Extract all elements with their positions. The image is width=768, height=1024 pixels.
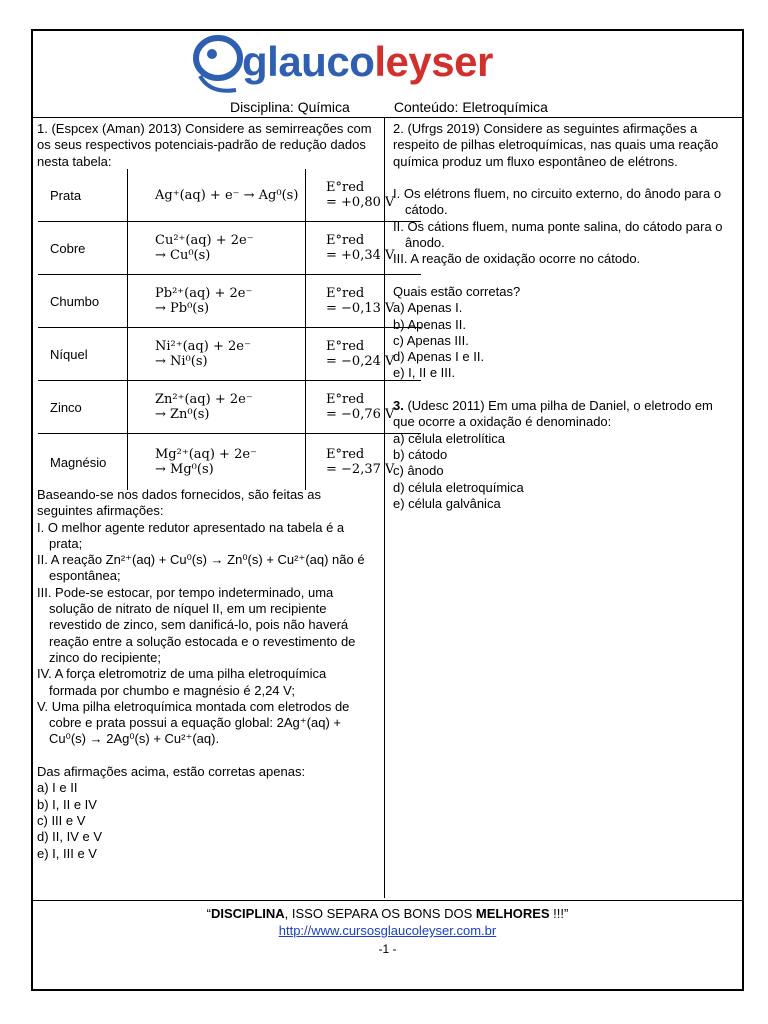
half-reaction: Cu²⁺(aq) + 2e⁻ → Cu⁰(s) [128,222,306,275]
statement-3: III. A reação de oxidação ocorre no cátodo. [393,251,641,267]
page-header [230,99,548,115]
option-a: a) I e II [37,780,78,796]
metal-name: Níquel [50,346,88,362]
table-row [38,328,421,381]
page-number: -1 - [378,942,397,956]
potential-value: E°red = +0,34 V [326,233,395,263]
half-reaction: Ni²⁺(aq) + 2e⁻ → Ni⁰(s) [128,328,306,381]
logo-part1: glauco [242,38,375,85]
statement-1: I. O melhor agente redutor apresentado na tabela é a prata; [37,519,345,551]
table-row [38,275,421,328]
metal-name: Prata [50,187,82,203]
metal-name: Magnésio [50,454,107,470]
logo-wordmark [242,38,493,86]
question-2-intro: 2. (Ufrgs 2019) Considere as seguintes afirmações a respeito de pilhas eletroquímicas, nas quais uma reação química produz um fluxo espontâneo de elétrons. [393,121,719,169]
question-3-intro: 3. (Udesc 2011) Em uma pilha de Daniel, o eletrodo em que ocorre a oxidação é denominado: [393,398,713,430]
question-2 [393,121,733,512]
potential-value: E°red = −0,13 V [326,286,395,316]
option-e: e) I, II e III. [393,365,456,381]
half-reaction: Zn²⁺(aq) + 2e⁻ → Zn⁰(s) [128,381,306,434]
option-d: d) II, IV e V [37,829,103,845]
question-2-prompt: Quais estão corretas? [393,283,521,299]
option-b: b) I, II e IV [37,796,97,812]
based-text: Baseando-se nos dados fornecidos, são feitas as seguintes afirmações: [37,487,322,519]
question-1-statements [37,487,377,862]
content-label: Conteúdo: Eletroquímica [393,99,548,115]
option-d: d) célula eletroquímica [393,479,524,495]
table-row [38,222,421,275]
potential-value: E°red = −0,76 V [326,392,395,422]
header-divider [33,117,742,118]
option-b: b) cátodo [393,446,448,462]
half-reaction: Ag⁺(aq) + e⁻ → Ag⁰(s) [128,169,306,222]
option-c: c) ânodo [393,463,444,479]
half-reaction: Mg²⁺(aq) + 2e⁻ → Mg⁰(s) [128,434,306,491]
potential-value: E°red = −2,37 V [326,447,395,477]
statement-3: III. Pode-se estocar, por tempo indeterminado, uma solução de nitrato de níquel II, em um recipiente revestido de zinco, sem danificá-lo, pois não haverá reação entre a solução estocada e o revestimento de zinco do recipiente; [37,584,356,665]
footer-divider [33,900,742,901]
potential-value: E°red = −0,24 V [326,339,395,369]
table-row [38,169,421,222]
metal-name: Cobre [50,240,86,256]
table-row [38,381,421,434]
question-1-prompt: Das afirmações acima, estão corretas apenas: [37,764,306,780]
table-row [38,434,421,491]
website-link[interactable]: http://www.cursosglaucoleyser.com.br [278,923,497,938]
metal-name: Zinco [50,399,82,415]
discipline-label: Disciplina: Química [230,99,350,115]
half-reaction: Pb²⁺(aq) + 2e⁻ → Pb⁰(s) [128,275,306,328]
option-a: a) célula eletrolítica [393,430,505,446]
option-c: c) Apenas III. [393,332,469,348]
option-e: e) célula galvânica [393,495,501,511]
option-b: b) Apenas II. [393,316,466,332]
statement-5: V. Uma pilha eletroquímica montada com eletrodos de cobre e prata possui a equação global: 2Ag⁺(aq) + Cu⁰(s) → 2Ag⁰(s) + Cu²⁺(aq). [37,698,350,747]
option-c: c) III e V [37,812,86,828]
metal-name: Chumbo [50,293,100,309]
option-a: a) Apenas I. [393,300,463,316]
statement-2: II. Os cátions fluem, numa ponte salina, do cátodo para o ânodo. [393,218,723,251]
potential-value: E°red = +0,80 V [326,180,395,210]
footer-link-wrap [33,923,742,938]
statement-1: I. Os elétrons fluem, no circuito externo, do ânodo para o cátodo. [393,186,722,218]
footer-motto: “DISCIPLINA, ISSO SEPARA OS BONS DOS MELHORES !!!” [206,906,569,921]
statement-2: II. A reação Zn²⁺(aq) + Cu⁰(s) → Zn⁰(s) + Cu²⁺(aq) não é espontânea; [37,552,365,584]
logo-part2: leyser [374,38,493,85]
option-d: d) Apenas I e II. [393,349,485,365]
option-e: e) I, III e V [37,845,97,861]
potentials-table [38,169,421,490]
statement-4: IV. A força eletromotriz de uma pilha eletroquímica formada por chumbo e magnésio é 2,24 V; [37,666,327,698]
question-1-intro: 1. (Espcex (Aman) 2013) Considere as semirreações com os seus respectivos potenciais-padrão de redução dados nesta tabela: [37,121,372,169]
